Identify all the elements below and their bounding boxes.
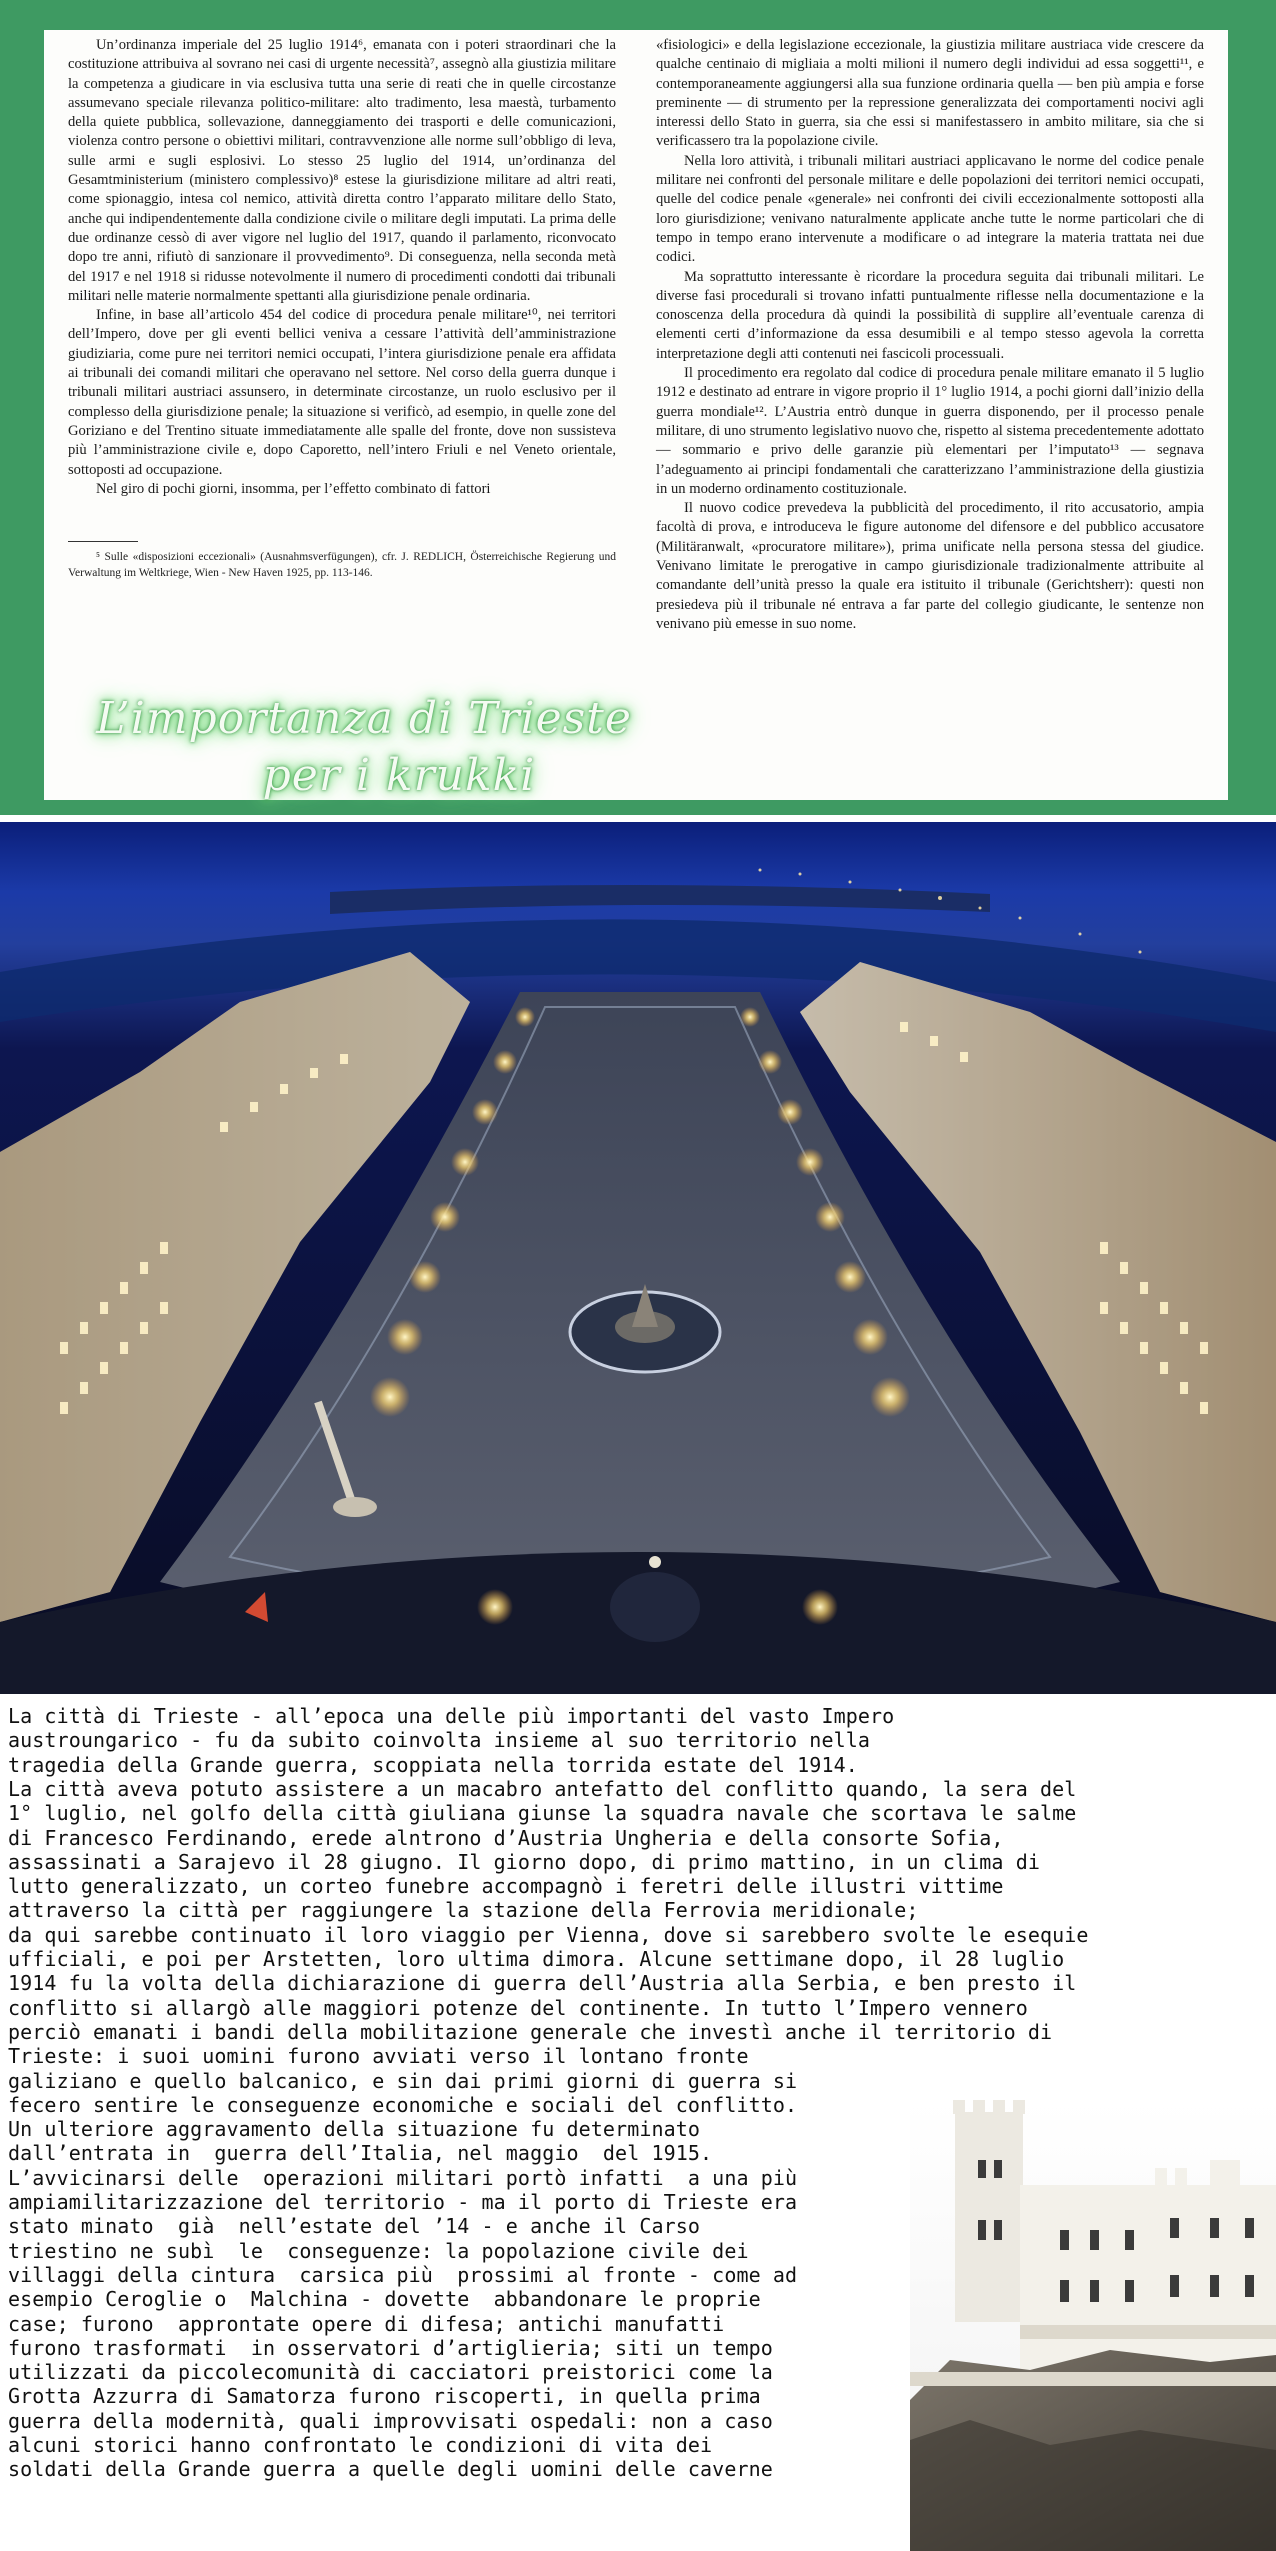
typewriter-line: lutto generalizzato, un corteo funebre accompagnò i feretri delle illustri vittime [8,1874,1004,1899]
book-footnote: ⁵ Sulle «disposizioni eccezionali» (Ausnahmsverfügungen), cfr. J. REDLICH, Österreichische Regierung und Verwaltung im Weltkriege, Wien - New Haven 1925, pp. 113-146. [68,551,616,579]
typewriter-line: furono trasformati in osservatori d’artiglieria; siti un tempo [8,2335,773,2360]
book-paragraph: Il procedimento era regolato dal codice di procedura penale militare emanato il 5 luglio 1912 e destinato ad entrare in vigore proprio il 1° luglio 1914, a pochi giorni dall’inizio della guerra mondiale¹². L’Austria entrò dunque in guerra disponendo, per il processo penale militare, di uno strumento legislativo nuovo che, rispetto al sistema precedentemente adottato — sommario e privo delle garanzie più elementari per l’imputato¹³ — segnava l’adeguamento ai principi fondamentali che caratterizzano l’amministrazione della giustizia in un moderno ordinamento costituzionale. [656,365,1204,497]
typewriter-line: perciò emanati i bandi della mobilitazione generale che investì anche il territorio di [8,2019,1053,2044]
stylized-title [44,690,684,804]
typewriter-line: triestino ne subì le conseguenze: la popolazione civile dei [8,2238,749,2263]
typewriter-line: ufficiali, e poi per Arstetten, loro ultima dimora. Alcune settimane dopo, il 28 luglio [8,1947,1065,1971]
typewriter-line: alcuni storici hanno confrontato le condizioni di vita dei [8,2433,713,2457]
piazza-unita-photo [0,822,1276,1694]
typewriter-line: galiziano e quello balcanico, e sin dai primi giorni di guerra si [8,2068,798,2093]
book-paragraph: «fisiologici» e della legislazione eccezionale, la giustizia militare austriaca vide crescere da qualche centinaio di migliaia a molti milioni il numero degli individui ad essa soggetti¹¹, e contemporaneamente aggiungersi alla sua funzione ordinaria quella — ben più ampia e forse preminente — di strumento per la repressione generalizzata dei comportamenti nocivi agli interessi dello Stato in guerra, sia che essi si manifestassero in ambito militare, sia che si verificassero tra la popolazione civile. [656,37,1204,150]
typewriter-line: La città di Trieste - all’epoca una delle più importanti del vasto Impero [8,1704,895,1728]
footnote-rule [68,541,138,542]
book-left-column [68,36,616,581]
stylized-title-line: L’importanza di Trieste [96,693,632,744]
typewriter-line: tragedia della Grande guerra, scoppiata nella torrida estate del 1914. [8,1752,858,1777]
typewriter-line: dall’entrata in guerra dell’Italia, nel maggio del 1915. [8,2141,713,2166]
typewriter-line: fecero sentire le conseguenze economiche e sociali del conflitto. [8,2092,798,2117]
typewriter-line: di Francesco Ferdinando, erede alntrono d’Austria Ungheria e della consorte Sofia, [8,1825,1004,1850]
typewriter-line: esempio Ceroglie o Malchina - dovette abbandonare le proprie [8,2287,761,2312]
typewriter-line: Trieste: i suoi uomini furono avviati verso il lontano fronte [8,2044,749,2069]
typewriter-line: Grotta Azzurra di Samatorza furono riscoperti, in quella prima [8,2384,761,2409]
typewriter-line: da qui sarebbe continuato il loro viaggio per Vienna, dove si sarebbero svolte le esequie [8,1922,1089,1947]
typewriter-line: 1° luglio, nel golfo della città giuliana giunse la squadra navale che scortava le salme [8,1801,1077,1826]
book-page [44,30,1228,800]
typewriter-line: assassinati a Sarajevo il 28 giugno. Il giorno dopo, di primo mattino, in un clima di [8,1849,1040,1874]
typewriter-line: conflitto si allargò alle maggiori potenze del continente. In tutto l’Impero vennero [8,1995,1028,2020]
typewriter-line: utilizzati da piccolecomunità di cacciatori preistorici come la [8,2360,773,2385]
typewriter-line: Un ulteriore aggravamento della situazione fu determinato [8,2117,701,2142]
typewriter-line: soldati della Grande guerra a quelle degli uomini delle caverne [8,2457,773,2482]
typewriter-line: ampiamilitarizzazione del territorio - ma il porto di Trieste era [8,2190,798,2214]
piazza-unita-photo-icon [0,822,1276,1694]
typewriter-line: attraverso la città per raggiungere la stazione della Ferrovia meridionale; [8,1898,919,1923]
book-paragraph: Nel giro di pochi giorni, insomma, per l’effetto combinato di fattori [96,480,491,497]
book-paragraph: Ma soprattutto interessante è ricordare la procedura seguita dai tribunali militari. Le diverse fasi procedurali si trovano infatti puntualmente riflesse nella documentazione e la conoscenza della procedura dà quindi la possibilità di supplire all’eventuale carenza di elementi certi d’informazione da essa desumibili e al tempo stesso agevola la corretta interpretazione degli atti contenuti nei fascicoli processuali. [656,268,1204,362]
typewriter-line: case; furono approntate opere di difesa; antichi manufatti [8,2311,725,2336]
typewriter-line: guerra della modernità, quali improvvisati ospedali: non a caso [8,2408,773,2433]
typewriter-line: La città aveva potuto assistere a un macabro antefatto del conflitto quando, la sera del [8,1776,1077,1801]
stylized-title-line: per i krukki [262,750,536,801]
miramare-castle-photo [910,2100,1276,2551]
miramare-castle-icon [910,2100,1276,2551]
typewriter-line: L’avvicinarsi delle operazioni militari portò infatti a una più [8,2165,798,2190]
book-paragraph: Infine, in base all’articolo 454 del codice di procedura penale militare¹⁰, nei territori dell’Impero, dove per gli eventi bellici veniva a cessare l’attività dell’amministrazione giudiziaria, come pure nei territori nemici occupati, l’intera giurisdizione penale era affidata ai tribunali dei comandi militari che operavano nel settore. Nel corso della guerra dunque i tribunali militari austriaci assunsero, in determinate circostanze, un ruolo esclusivo per il complesso della giurisdizione penale; la situazione si verificò, ad esempio, in quelle zone del Goriziano e del Trentino situate immediatamente alle spalle del fronte, dove non sussisteva più l’amministrazione civile e, dopo Caporetto, nell’intero Friuli e nel Veneto orientale, sottoposti ad occupazione. [68,307,616,478]
typewriter-line: stato minato già nell’estate del ’14 - e anche il Carso [8,2214,701,2239]
typewriter-line: villaggi della cintura carsica più prossimi al fronte - come ad [8,2262,798,2287]
book-scan-section [0,0,1276,815]
book-paragraph: Nella loro attività, i tribunali militari austriaci applicavano le norme del codice penale militare nei confronti del personale militare e delle popolazioni dei territori nemici occupati, quelle del codice penale «generale» nei confronti dei civili eccezionalmente sottoposti alla loro giurisdizione; venivano naturalmente applicate anche tutte le norme particolari che di tempo in tempo erano intervenute a modificare o ad integrare la materia trattata nei due codici. [656,152,1204,266]
book-paragraph: Un’ordinanza imperiale del 25 luglio 1914⁶, emanata con i poteri straordinari che la costituzione attribuiva al sovrano nei casi di urgente necessità⁷, assegnò alla giustizia militare la competenza a giudicare in via esclusiva tutta una serie di reati che in quelle circostanze assumevano speciale rilevanza politico-militare: alto tradimento, lesa maestà, turbamento della quiete pubblica, sollevazione, danneggiamento dei trasporti e delle comunicazioni, violenza contro persone o obiettivi militari, contravvenzione alle norme sull’obbligo di leva, sulle armi e sugli esplosivi. Lo stesso 25 luglio del 1914, un’ordinanza del Gesamtministerium (ministero complessivo)⁸ estese la giurisdizione militare ad altri reati, come spionaggio, intesa col nemico, attività diretta contro l’apparato militare dello Stato, anche qui indipendentemente dalla condizione civile o militare degli imputati. La prima delle due ordinanze cessò di aver vigore nel luglio del 1917, quando il parlamento, riconvocato dopo tre anni, rifiutò di sanzionare il provvedimento⁹. Di conseguenza, nella seconda metà del 1917 e nel 1918 si ridusse notevolmente il numero di procedimenti condotti dai tribunali militari nelle materie normalmente spettanti alla giurisdizione penale ordinaria. [68,37,616,304]
book-right-column [656,36,1204,634]
typewriter-line: 1914 fu la volta della dichiarazione di guerra dell’Austria alla Serbia, e ben presto il [8,1971,1077,1996]
book-paragraph: Il nuovo codice prevedeva la pubblicità del procedimento, il rito accusatorio, ampia facoltà di prova, e introduceva le figure autonome del difensore e del pubblico accusatore (Militäranwalt, «procuratore militare»), prima unificate nella persona stessa del giudice. Venivano limitate le prerogative in campo giurisdizionale tradizionalmente attribuite al comandante dell’unità presso la quale era istituito il tribunale (Gerichtsherr): questi non presiedeva più il tribunale né entrava a far parte del collegio giudicante, le sentenze non venivano più emesse in suo nome. [656,500,1204,632]
typewriter-line: austroungarico - fu da subito coinvolta insieme al suo territorio nella [8,1728,871,1753]
